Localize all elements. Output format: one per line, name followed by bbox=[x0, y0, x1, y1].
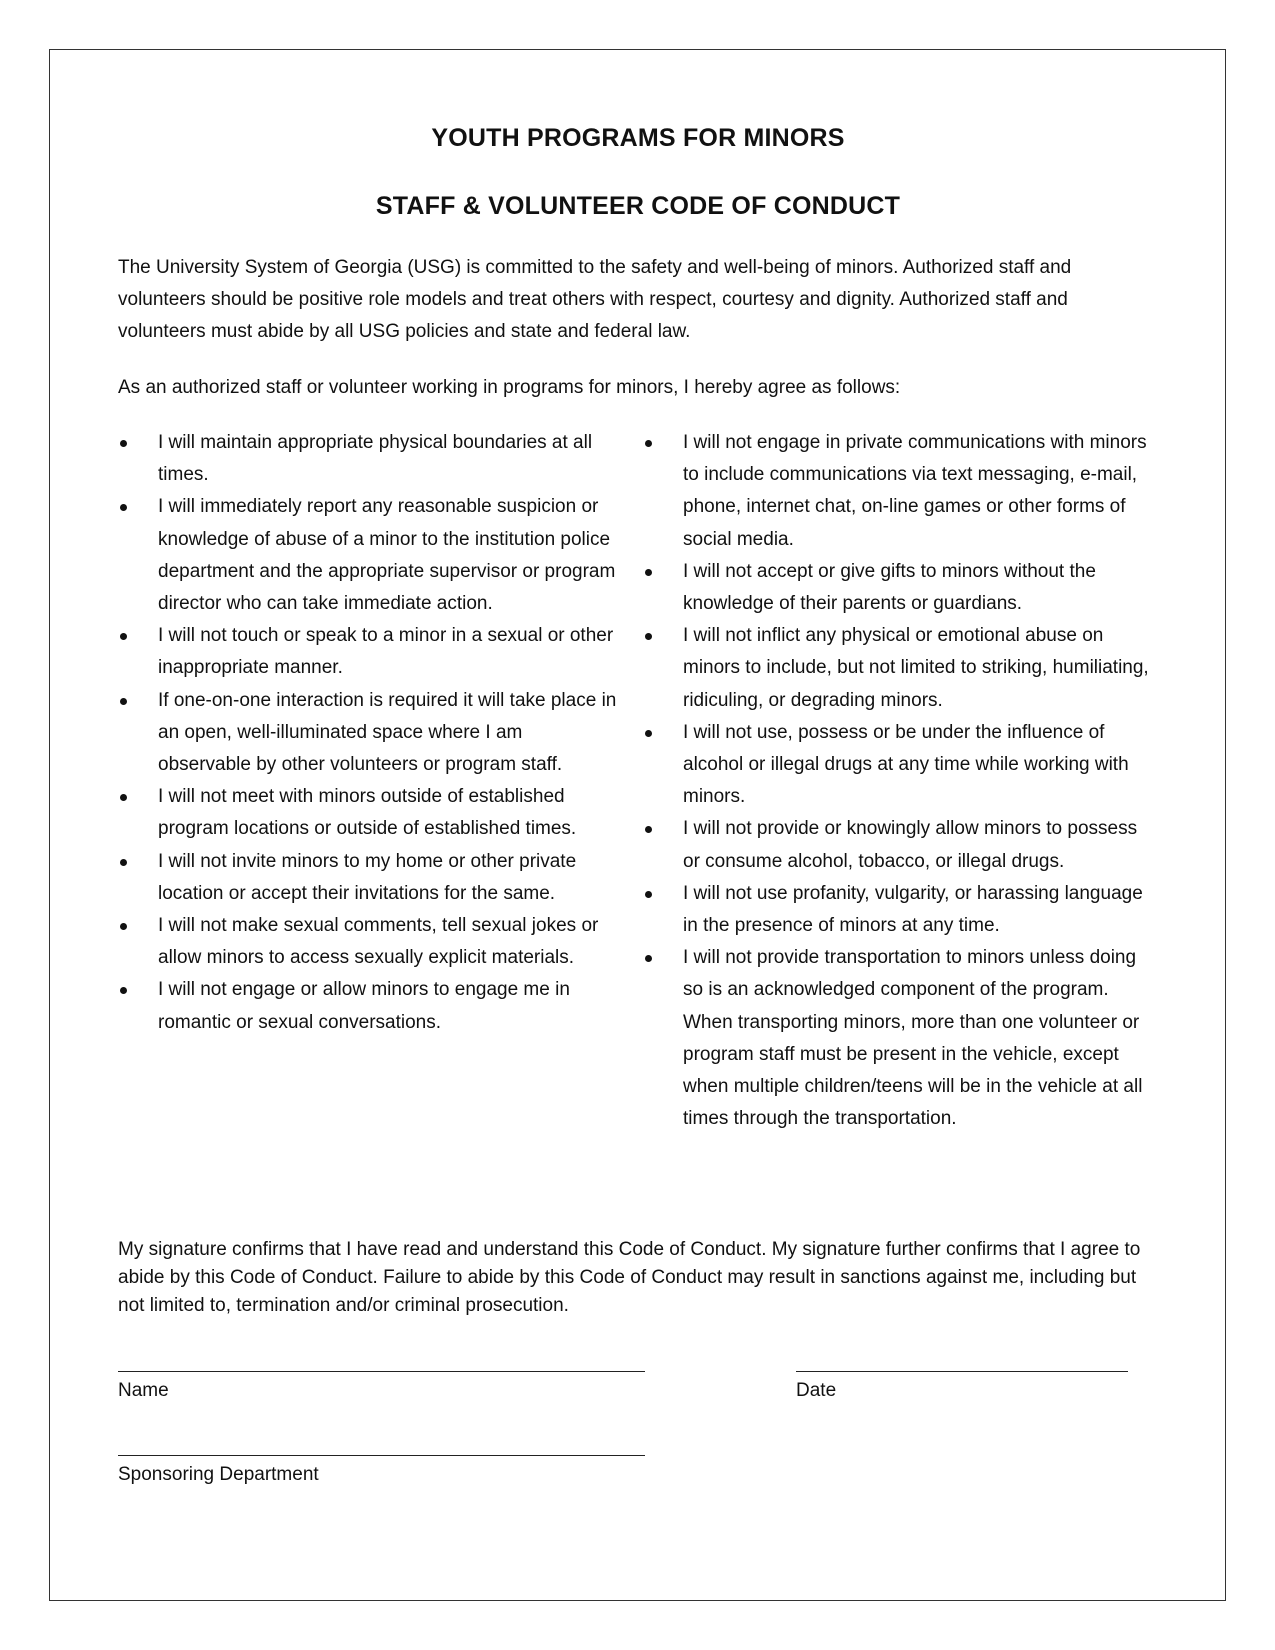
list-item: I will not engage or allow minors to engage me in romantic or sexual conversations. bbox=[118, 974, 618, 1038]
intro-paragraph: The University System of Georgia (USG) is committed to the safety and well-being of minors. Authorized staff and volunteers should be positive role models and treat others with respect, courtesy and dignity. Authorized staff and volunteers must abide by all USG policies and state and federal law. bbox=[118, 257, 1072, 342]
bullet-icon bbox=[120, 440, 127, 447]
bullet-icon bbox=[120, 633, 127, 640]
bullet-icon bbox=[645, 569, 652, 576]
agreement-lead-in: As an authorized staff or volunteer working in programs for minors, I hereby agree as follows: bbox=[118, 377, 901, 398]
bullet-icon bbox=[120, 794, 127, 801]
list-item: I will not provide transportation to minors unless doing so is an acknowledged component of the program. When transporting minors, more than one volunteer or program staff must be present in the vehicle, except when multiple children/teens will be in the vehicle at all times through the transportation. bbox=[643, 942, 1153, 1135]
signature-statement: My signature confirms that I have read and understand this Code of Conduct. My signature further confirms that I agree to abide by this Code of Conduct. Failure to abide by this Code of Conduct may result in sanctions against me, including but not limited to, termination and/or criminal prosecution. bbox=[118, 1239, 1141, 1316]
conduct-list-left bbox=[118, 427, 618, 1039]
list-item: I will not accept or give gifts to minors without the knowledge of their parents or guardians. bbox=[643, 556, 1153, 620]
list-item: I will maintain appropriate physical boundaries at all times. bbox=[118, 427, 618, 491]
list-item: I will not use, possess or be under the influence of alcohol or illegal drugs at any time while working with minors. bbox=[643, 717, 1153, 814]
bullet-icon bbox=[645, 730, 652, 737]
department-signature-line[interactable] bbox=[118, 1455, 645, 1456]
bullet-icon bbox=[645, 633, 652, 640]
list-item: I will not inflict any physical or emotional abuse on minors to include, but not limited to striking, humiliating, ridiculing, or degrading minors. bbox=[643, 620, 1153, 717]
list-item: I will not touch or speak to a minor in a sexual or other inappropriate manner. bbox=[118, 620, 618, 684]
name-signature-line[interactable] bbox=[118, 1371, 645, 1372]
department-label: Sponsoring Department bbox=[118, 1464, 319, 1485]
bullet-icon bbox=[120, 859, 127, 866]
list-item: I will immediately report any reasonable suspicion or knowledge of abuse of a minor to the institution police department and the appropriate supervisor or program director who can take immediate action. bbox=[118, 491, 618, 620]
date-signature-line[interactable] bbox=[796, 1371, 1128, 1372]
list-item: I will not invite minors to my home or other private location or accept their invitations for the same. bbox=[118, 846, 618, 910]
list-item: If one-on-one interaction is required it will take place in an open, well-illuminated space where I am observable by other volunteers or program staff. bbox=[118, 685, 618, 782]
bullet-icon bbox=[120, 923, 127, 930]
list-item: I will not use profanity, vulgarity, or harassing language in the presence of minors at any time. bbox=[643, 878, 1153, 942]
bullet-icon bbox=[645, 891, 652, 898]
document-subtitle: STAFF & VOLUNTEER CODE OF CONDUCT bbox=[375, 192, 901, 220]
date-label: Date bbox=[796, 1380, 837, 1401]
list-item: I will not meet with minors outside of established program locations or outside of established times. bbox=[118, 781, 618, 845]
list-item: I will not engage in private communications with minors to include communications via text messaging, e-mail, phone, internet chat, on-line games or other forms of social media. bbox=[643, 427, 1153, 556]
list-item: I will not make sexual comments, tell sexual jokes or allow minors to access sexually explicit materials. bbox=[118, 910, 618, 974]
bullet-icon bbox=[645, 955, 652, 962]
bullet-icon bbox=[120, 504, 127, 511]
bullet-icon bbox=[120, 987, 127, 994]
bullet-icon bbox=[645, 440, 652, 447]
bullet-icon bbox=[645, 826, 652, 833]
name-label: Name bbox=[118, 1380, 169, 1401]
document-title: YOUTH PROGRAMS FOR MINORS bbox=[431, 124, 845, 152]
conduct-list-right bbox=[643, 427, 1153, 1135]
list-item: I will not provide or knowingly allow minors to possess or consume alcohol, tobacco, or illegal drugs. bbox=[643, 813, 1153, 877]
bullet-icon bbox=[120, 698, 127, 705]
